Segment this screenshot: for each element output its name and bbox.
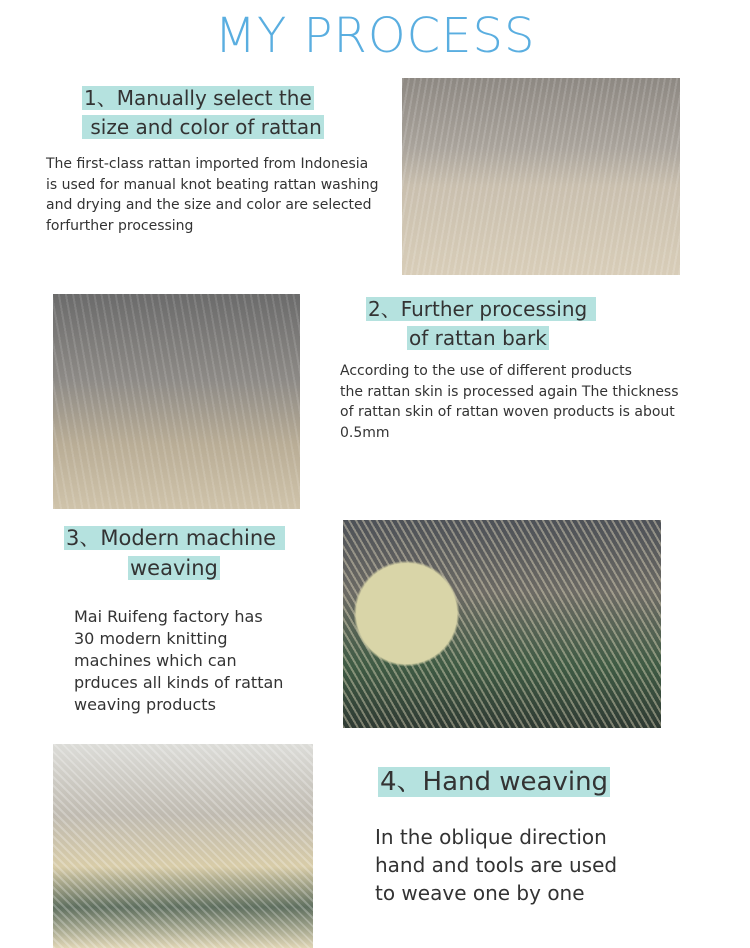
heading-line: 4、Hand weaving <box>380 767 609 797</box>
heading-line: 3、Modern machine <box>66 526 283 550</box>
text-line: Mai Ruifeng factory has <box>74 607 263 626</box>
weaving-machine-photo <box>343 520 661 728</box>
heading-line: 2、Further processing <box>368 297 594 321</box>
text-line: In the oblique direction <box>375 825 607 849</box>
text-line: to weave one by one <box>375 881 585 905</box>
step4-text <box>375 823 617 907</box>
step2-heading <box>366 297 596 355</box>
heading-line: 1、Manually select the <box>84 86 312 110</box>
text-line: 0.5mm <box>340 424 390 441</box>
text-line: the rattan skin is processed again The thickness <box>340 383 679 400</box>
step4-heading <box>378 766 610 803</box>
step1-heading <box>82 86 324 144</box>
text-line: The first-class rattan imported from Indonesia <box>46 156 369 172</box>
text-line: is used for manual knot beating rattan washing <box>46 176 379 193</box>
text-line: hand and tools are used <box>375 853 618 877</box>
page-title: MY PROCESS <box>214 8 536 64</box>
text-line: and drying and the size and color are selected <box>46 197 372 213</box>
step1-text <box>46 154 379 236</box>
heading-line: size and color of rattan <box>84 115 322 139</box>
hand-weaving-photo <box>53 744 313 948</box>
text-line: weaving products <box>74 695 216 714</box>
heading-line: weaving <box>130 556 218 581</box>
text-line: of rattan skin of rattan woven products is about <box>340 404 675 420</box>
text-line: forfurther processing <box>46 217 194 234</box>
rattan-drying-photo <box>402 78 680 275</box>
step3-text <box>74 606 283 716</box>
heading-line: of rattan bark <box>409 326 547 350</box>
text-line: According to the use of different products <box>340 363 632 379</box>
step2-text <box>340 361 679 443</box>
step3-heading <box>64 525 285 586</box>
text-line: 30 modern knitting <box>74 629 228 648</box>
text-line: prduces all kinds of rattan <box>74 673 284 692</box>
rattan-processing-photo <box>53 294 300 509</box>
text-line: machines which can <box>74 651 237 670</box>
